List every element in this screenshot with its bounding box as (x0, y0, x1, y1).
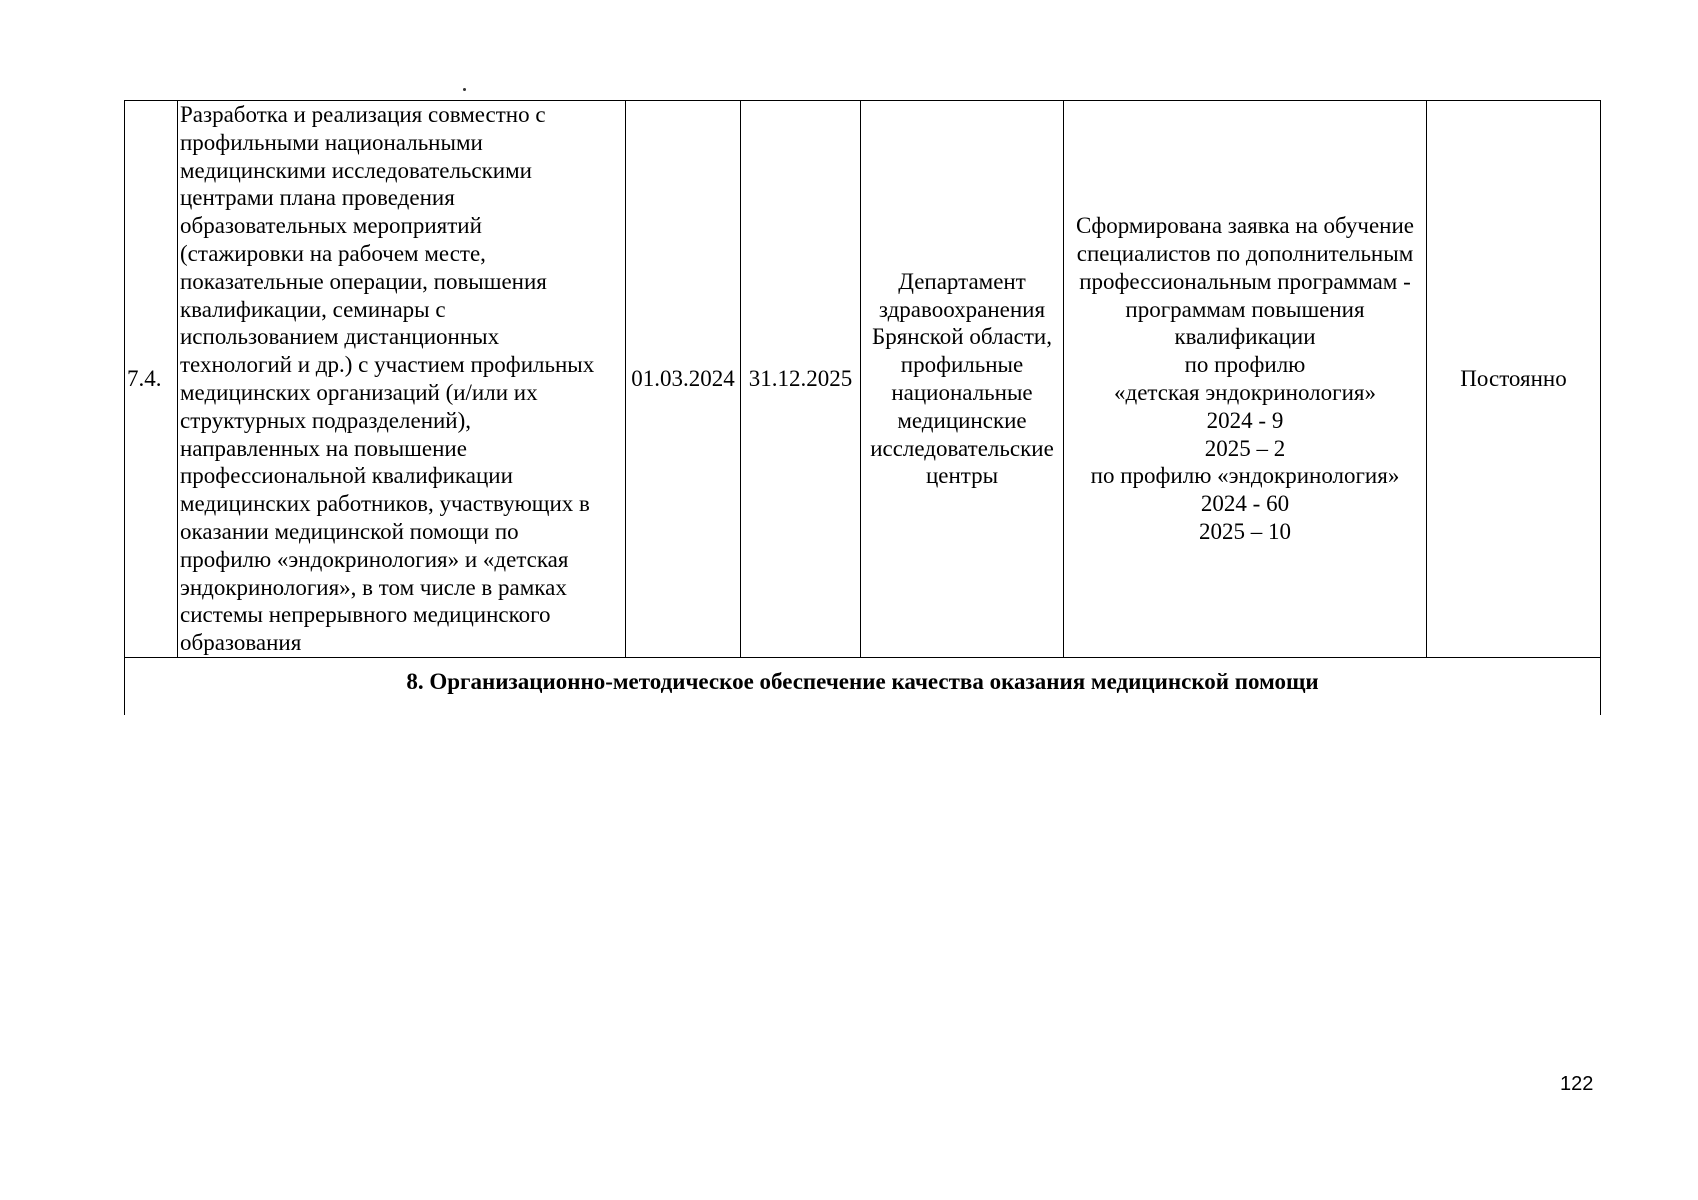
description-line: профилю «эндокринология» и «детская (180, 546, 569, 572)
description-line: показательные операции, повышения (180, 268, 547, 294)
description-line: медицинских работников, участвующих в (180, 491, 590, 517)
description-line: образования (180, 630, 302, 656)
description-line: образовательных мероприятий (180, 213, 482, 239)
description-line: структурных подразделений), (180, 407, 472, 433)
result-line: 2024 - 9 (1206, 407, 1284, 433)
description-line: Разработка и реализация совместно с (180, 102, 546, 127)
result-line: по профилю «эндокринология» (1090, 463, 1400, 489)
result-line: 2025 – 10 (1199, 518, 1291, 544)
scan-speck (463, 88, 466, 91)
description-line: эндокринология», в том числе в рамках (180, 574, 567, 600)
section-row (125, 657, 1601, 715)
frequency: Постоянно (1427, 101, 1601, 658)
description-line: профессиональной квалификации (180, 463, 513, 489)
responsible-line: Департамент (898, 268, 1026, 294)
description-line: оказании медицинской помощи по (180, 518, 519, 544)
row-number: 7.4. (125, 101, 178, 658)
expected-result (1064, 101, 1427, 658)
responsible-line: здравоохранения (878, 296, 1046, 322)
description-line: (стажировки на рабочем месте, (180, 240, 486, 266)
result-line: «детская эндокринология» (1114, 379, 1376, 405)
page-number: 122 (1560, 1073, 1594, 1095)
responsible-line: профильные (900, 352, 1024, 378)
description-line: центрами плана проведения (180, 185, 455, 211)
end-date: 31.12.2025 (741, 101, 861, 658)
description-line: квалификации, семинары с (180, 296, 446, 322)
description-line: системы непрерывного медицинского (180, 602, 551, 628)
responsible-line: национальные (891, 379, 1033, 405)
result-line: квалификации (1174, 324, 1316, 350)
description-line: медицинскими исследовательскими (180, 157, 532, 183)
result-line: 2024 - 60 (1200, 491, 1290, 517)
plan-table (124, 100, 1601, 715)
description-line: профильными национальными (180, 129, 483, 155)
result-line: 2025 – 2 (1204, 435, 1286, 461)
result-line: Сформирована заявка на обучение (1075, 213, 1414, 239)
responsible-line: исследовательские (870, 435, 1054, 461)
description-line: использованием дистанционных (180, 324, 500, 350)
responsible-executor (861, 101, 1064, 658)
result-line: специалистов по дополнительным (1076, 240, 1414, 266)
description-line: медицинских организаций (и/или их (180, 379, 538, 405)
section-heading: 8. Организационно-методическое обеспечение качества оказания медицинской помощи (125, 657, 1601, 715)
start-date: 01.03.2024 (626, 101, 741, 658)
result-line: по профилю (1184, 352, 1306, 378)
responsible-line: Брянской области, (871, 324, 1052, 350)
row-description (178, 101, 626, 658)
responsible-line: центры (925, 463, 999, 489)
table-row (125, 101, 1601, 658)
result-line: профессиональным программам - (1079, 268, 1411, 294)
result-line: программам повышения (1125, 296, 1365, 322)
description-line: технологий и др.) с участием профильных (180, 352, 595, 378)
responsible-line: медицинские (897, 407, 1027, 433)
description-line: направленных на повышение (180, 435, 467, 461)
